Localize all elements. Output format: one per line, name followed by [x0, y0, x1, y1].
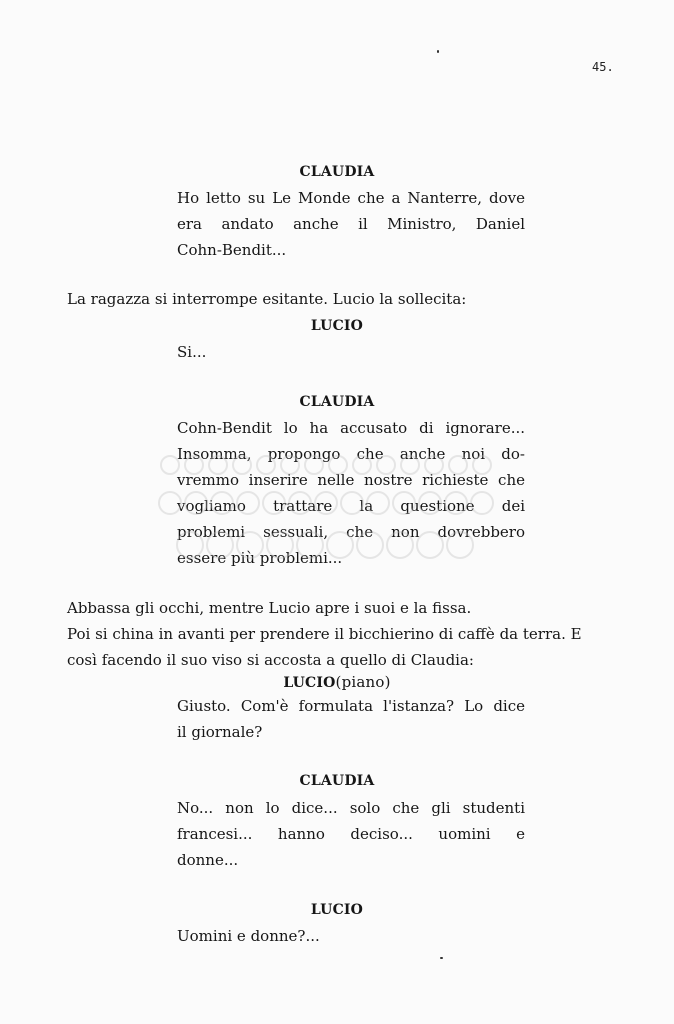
dialogue-line: era andato anche il Ministro, Daniel [177, 215, 525, 233]
dialogue-line: Giusto. Com'è formulata l'istanza? Lo dice [177, 697, 525, 715]
dialogue-lucio-1 [177, 339, 525, 365]
dialogue-line: donne... [177, 851, 239, 869]
character-name-claudia: CLAUDIA [299, 164, 375, 180]
dialogue-line: problemi sessuali, che non dovrebbero [177, 523, 525, 541]
parenthetical: (piano) [335, 673, 391, 691]
dialogue-line: Si... [177, 343, 207, 361]
dialogue-line: vogliamo trattare la questione dei [177, 497, 525, 515]
dialogue-line: Cohn-Bendit... [177, 241, 287, 259]
action-line: Abbassa gli occhi, mentre Lucio apre i suoi e la fissa. [67, 599, 472, 617]
dialogue-line: Ho letto su Le Monde che a Nanterre, dove [177, 189, 525, 207]
scan-speck [437, 50, 439, 53]
dialogue-line: essere più problemi... [177, 549, 343, 567]
action-description-2 [67, 595, 627, 673]
action-line: Poi si china in avanti per prendere il bicchierino di caffè da terra. E [67, 625, 582, 643]
scan-speck [440, 957, 443, 959]
dialogue-line: francesi... hanno deciso... uomini e [177, 825, 525, 843]
dialogue-line: Insomma, propongo che anche noi do- [177, 445, 525, 463]
action-description-1 [67, 286, 627, 312]
dialogue-lucio-2 [177, 693, 525, 745]
dialogue-line: Cohn-Bendit lo ha accusato di ignorare... [177, 419, 525, 437]
dialogue-line: Uomini e donne?... [177, 927, 320, 945]
action-line: così facendo il suo viso si accosta a quello di Claudia: [67, 651, 474, 669]
page-number: 45. [592, 60, 614, 74]
action-line: La ragazza si interrompe esitante. Lucio la sollecita: [67, 290, 467, 308]
dialogue-claudia-2 [177, 415, 525, 571]
character-name-claudia: CLAUDIA [299, 773, 375, 789]
character-name-claudia: CLAUDIA [299, 394, 375, 410]
dialogue-lucio-3 [177, 923, 525, 949]
character-name: LUCIO [283, 675, 336, 691]
dialogue-line: No... non lo dice... solo che gli studenti [177, 799, 525, 817]
dialogue-claudia-1 [177, 185, 525, 263]
dialogue-line: vremmo inserire nelle nostre richieste che [177, 471, 525, 489]
character-name-lucio: LUCIO [310, 902, 364, 918]
character-name-lucio [0, 673, 674, 691]
dialogue-line: il giornale? [177, 723, 263, 741]
character-name-lucio: LUCIO [310, 318, 364, 334]
dialogue-claudia-3 [177, 795, 525, 873]
